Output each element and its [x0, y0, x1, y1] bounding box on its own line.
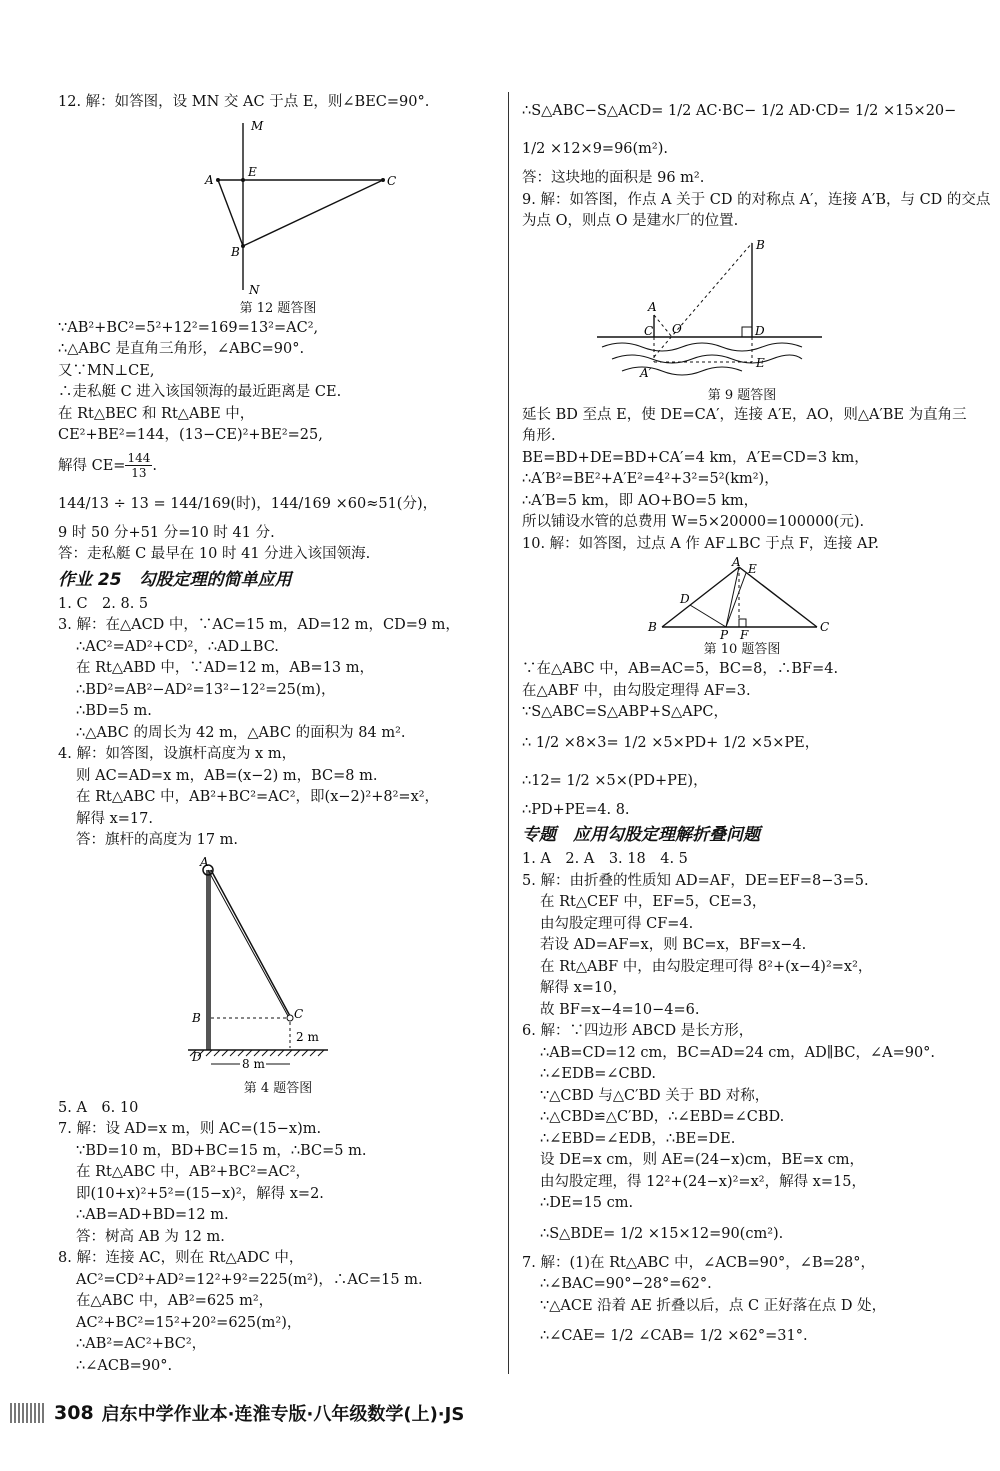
figure-10 — [642, 555, 842, 642]
text-line: 8. 解：连接 AC，则在 Rt△ADC 中， — [58, 1250, 304, 1266]
fig4-caption: 第 4 题答图 — [243, 1080, 313, 1096]
text-line: ∴∠CAE= 1/2 ∠CAB= 1/2 ×62°=31°. — [540, 1328, 808, 1344]
text-line: ∴S△BDE= 1/2 ×15×12=90(cm²). — [540, 1225, 784, 1242]
fig4-label-2m: 2 m — [296, 1029, 319, 1044]
right-column — [522, 92, 991, 1355]
section-heading-special: 专题 应用勾股定理解折叠问题 — [522, 825, 760, 845]
text-line: 在 Rt△ABF 中，由勾股定理可得 8²+(x−4)²=x²， — [540, 958, 873, 975]
text-line: ∴BD=5 m. — [76, 703, 152, 719]
text-line: 设 DE=x cm，则 AE=(24−x)cm，BE=x cm， — [540, 1152, 864, 1168]
text-line: 7. 解：(1)在 Rt△ABC 中，∠ACB=90°，∠B=28°， — [522, 1254, 875, 1271]
text-line: ∴AB²=AC²+BC²， — [76, 1336, 207, 1352]
fig9-label-c: C — [644, 323, 654, 338]
fig4-label-b: B — [192, 1010, 201, 1025]
text-line: 10. 解：如答图，过点 A 作 AF⊥BC 于点 F，连接 AP. — [522, 535, 879, 552]
text-line: ∴PD+PE=4. 8. — [522, 801, 630, 818]
text-line: 在△ABC 中，AB²=625 m²， — [76, 1293, 274, 1309]
text-line: ∴△CBD≌△C′BD，∴∠EBD=∠CBD. — [540, 1109, 785, 1125]
fig9-label-d: D — [755, 323, 765, 338]
fig12-label-e: E — [248, 164, 257, 179]
text-line: ∵在△ABC 中，AB=AC=5，BC=8，∴BF=4. — [522, 661, 839, 677]
figure-12 — [163, 118, 397, 298]
fig12-label-n: N — [249, 282, 260, 297]
fig12-label-b: B — [231, 244, 240, 259]
text-line: 答：这块地的面积是 96 m². — [522, 170, 705, 186]
text-line: 又∵MN⊥CE, — [58, 362, 155, 379]
fig9-caption: 第 9 题答图 — [707, 387, 777, 403]
fig10-label-d: D — [680, 592, 690, 606]
text-line: 即(10+x)²+5²=(15−x)²，解得 x=2. — [76, 1185, 324, 1202]
q12-line: 12. 解：如答图，设 MN 交 AC 于点 E，则∠BEC=90°. — [58, 94, 430, 110]
figure-9 — [592, 237, 892, 385]
text-line: 答：树高 AB 为 12 m. — [76, 1228, 225, 1245]
fig10-caption: 第 10 题答图 — [703, 642, 781, 657]
column-divider — [508, 92, 509, 1374]
text-line: ∴AB=CD=12 cm，BC=AD=24 cm，AD∥BC，∠A=90°. — [540, 1044, 936, 1061]
text-line: 则 AC=AD=x m，AB=(x−2) m，BC=8 m. — [76, 767, 378, 784]
text-line: 6. 解：∵四边形 ABCD 是长方形， — [522, 1023, 754, 1039]
answer-line: 1. C 2. 8. 5 — [58, 595, 149, 612]
text-line: 9. 解：如答图，作点 A 关于 CD 的对称点 A′，连接 A′B，与 CD 的交点 — [522, 191, 991, 208]
text-line: 由勾股定理可得 CF=4. — [540, 915, 694, 932]
text-line: 角形. — [522, 428, 556, 444]
text-line: 解得 x=10， — [540, 980, 627, 996]
text-line: 由勾股定理，得 12²+(24−x)²=x²，解得 x=15， — [540, 1173, 866, 1190]
text-line: 解得 CE= $\frac{144}{13}$ . — [58, 451, 157, 480]
fig9-label-o: O — [672, 321, 682, 336]
ce-fraction — [125, 451, 152, 480]
text-line: CE²+BE²=144，(13−CE)²+BE²=25, — [58, 427, 323, 443]
text-line: 为点 O，则点 O 是建水厂的位置. — [522, 213, 739, 229]
page-footer — [10, 1388, 464, 1438]
text-line: 在 Rt△CEF 中，EF=5，CE=3， — [540, 894, 767, 910]
text-line: ∴AC²=AD²+CD²，∴AD⊥BC. — [76, 638, 279, 655]
page-number: 308 — [54, 1402, 94, 1424]
text-line: ∴A′B=5 km，即 AO+BO=5 km， — [522, 492, 759, 509]
text-line: ∵△CBD 与△C′BD 关于 BD 对称， — [540, 1087, 770, 1104]
text-line: 1/2 ×12×9=96(m²). — [522, 141, 669, 157]
text-line: ∵△ACE 沿着 AE 折叠以后，点 C 正好落在点 D 处， — [540, 1297, 887, 1314]
text-line: 答：走私艇 C 最早在 10 时 41 分进入该国领海. — [58, 546, 371, 562]
text-line: 在 Rt△ABC 中，AB²+BC²=AC²，即(x−2)²+8²=x²， — [76, 789, 440, 805]
text-line: ∴△ABC 是直角三角形，∠ABC=90°. — [58, 341, 305, 357]
left-column — [58, 92, 498, 1377]
text-line: AC²=CD²+AD²=12²+9²=225(m²)，∴AC=15 m. — [76, 1271, 423, 1288]
text-line: ∴走私艇 C 进入该国领海的最近距离是 CE. — [58, 384, 342, 400]
answer-line: 5. A 6. 10 — [58, 1099, 139, 1116]
fig4-label-c: C — [294, 1006, 304, 1021]
text-line: 3. 解：在△ACD 中，∵AC=15 m，AD=12 m，CD=9 m， — [58, 617, 460, 633]
ce-num: 144 — [127, 451, 151, 465]
fig9-label-e: E — [756, 355, 765, 370]
fig4-label-a: A — [200, 854, 209, 869]
text-line: 5. 解：由折叠的性质知 AD=AF，DE=EF=8−3=5. — [522, 872, 869, 889]
text-line: ∴12= 1/2 ×5×(PD+PE)， — [522, 772, 708, 789]
figure-4 — [178, 856, 378, 1078]
text-line: 故 BF=x−4=10−4=6. — [540, 1001, 700, 1018]
fig4-label-8m: 8 m — [242, 1056, 265, 1071]
text-line: AC²+BC²=15²+20²=625(m²)， — [76, 1314, 302, 1331]
text-line: 答：旗杆的高度为 17 m. — [76, 832, 239, 848]
fig12-label-c: C — [387, 173, 397, 188]
text-line: 在△ABF 中，由勾股定理得 AF=3. — [522, 682, 751, 699]
text-line: ∴∠EBD=∠EDB，∴BE=DE. — [540, 1130, 736, 1147]
section-heading-25: 作业 25 勾股定理的简单应用 — [58, 569, 292, 590]
text-line: ∵S△ABC=S△ABP+S△APC， — [522, 704, 728, 720]
text-line: 7. 解：设 AD=x m，则 AC=(15−x)m. — [58, 1121, 322, 1137]
fig9-label-a: A — [648, 299, 657, 314]
fig10-label-f: F — [740, 628, 749, 642]
fig12-label-a: A — [205, 172, 214, 187]
text-line: ∴DE=15 cm. — [540, 1195, 634, 1211]
text-line: ∴ 1/2 ×8×3= 1/2 ×5×PD+ 1/2 ×5×PE， — [522, 734, 820, 751]
fig10-label-b: B — [648, 620, 657, 634]
footer-stripes — [10, 1403, 46, 1423]
fig10-label-p: P — [720, 628, 729, 642]
text-line: ∴∠EDB=∠CBD. — [540, 1066, 657, 1082]
text-line: ∴∠ACB=90°. — [76, 1357, 173, 1374]
fig9-label-b: B — [756, 237, 765, 252]
text-line: 在 Rt△BEC 和 Rt△ABE 中， — [58, 405, 255, 422]
text-line: 所以铺设水管的总费用 W=5×20000=100000(元). — [522, 514, 865, 530]
text-line: ∴△ABC 的周长为 42 m，△ABC 的面积为 84 m². — [76, 724, 406, 741]
text-line: ∴S△ABC−S△ACD= 1/2 AC·BC− 1/2 AD·CD= 1/2 ×15×20− — [522, 103, 957, 119]
fig12-label-m: M — [251, 118, 264, 133]
text-line: 4. 解：如答图，设旗杆高度为 x m， — [58, 746, 297, 762]
text-line: ∴BD²=AB²−AD²=13²−12²=25(m)， — [76, 681, 336, 698]
text-line: 在 Rt△ABD 中，∵AD=12 m，AB=13 m， — [76, 660, 375, 676]
fig9-label-a-prime: A′ — [640, 365, 652, 380]
ce-prefix: 解得 CE= — [58, 457, 126, 474]
answer-line: 1. A 2. A 3. 18 4. 5 — [522, 851, 688, 867]
fig10-label-c: C — [820, 620, 830, 634]
text-line: 延长 BD 至点 E，使 DE=CA′，连接 A′E，AO，则△A′BE 为直角三 — [522, 406, 967, 423]
text-line: ∴A′B²=BE²+A′E²=4²+3²=5²(km²)， — [522, 471, 779, 487]
fig10-label-e: E — [748, 562, 757, 576]
text-line: ∵AB²+BC²=5²+12²=169=13²=AC², — [58, 319, 319, 336]
text-line: 若设 AD=AF=x，则 BC=x，BF=x−4. — [540, 937, 807, 953]
ce-den: 13 — [131, 466, 147, 480]
text-line: 在 Rt△ABC 中，AB²+BC²=AC²， — [76, 1164, 311, 1180]
text-line: ∵BD=10 m，BD+BC=15 m，∴BC=5 m. — [76, 1142, 367, 1159]
text-line: 9 时 50 分+51 分=10 时 41 分. — [58, 524, 275, 541]
text-line: 144/13 ÷ 13 = 144/169(时)，144/169 ×60≈51(分)， — [58, 495, 438, 512]
fig12-caption: 第 12 题答图 — [239, 300, 317, 316]
book-title: 启东中学作业本·连淮专版·八年级数学(上)·JS — [101, 1404, 465, 1425]
text-line: 解得 x=17. — [76, 810, 153, 827]
fig4-label-d: D — [192, 1049, 202, 1064]
fig10-label-a: A — [732, 555, 741, 569]
text-line: ∴AB=AD+BD=12 m. — [76, 1207, 229, 1223]
text-line: BE=BD+DE=BD+CA′=4 km，A′E=CD=3 km， — [522, 449, 869, 466]
text-line: ∴∠BAC=90°−28°=62°. — [540, 1276, 712, 1292]
